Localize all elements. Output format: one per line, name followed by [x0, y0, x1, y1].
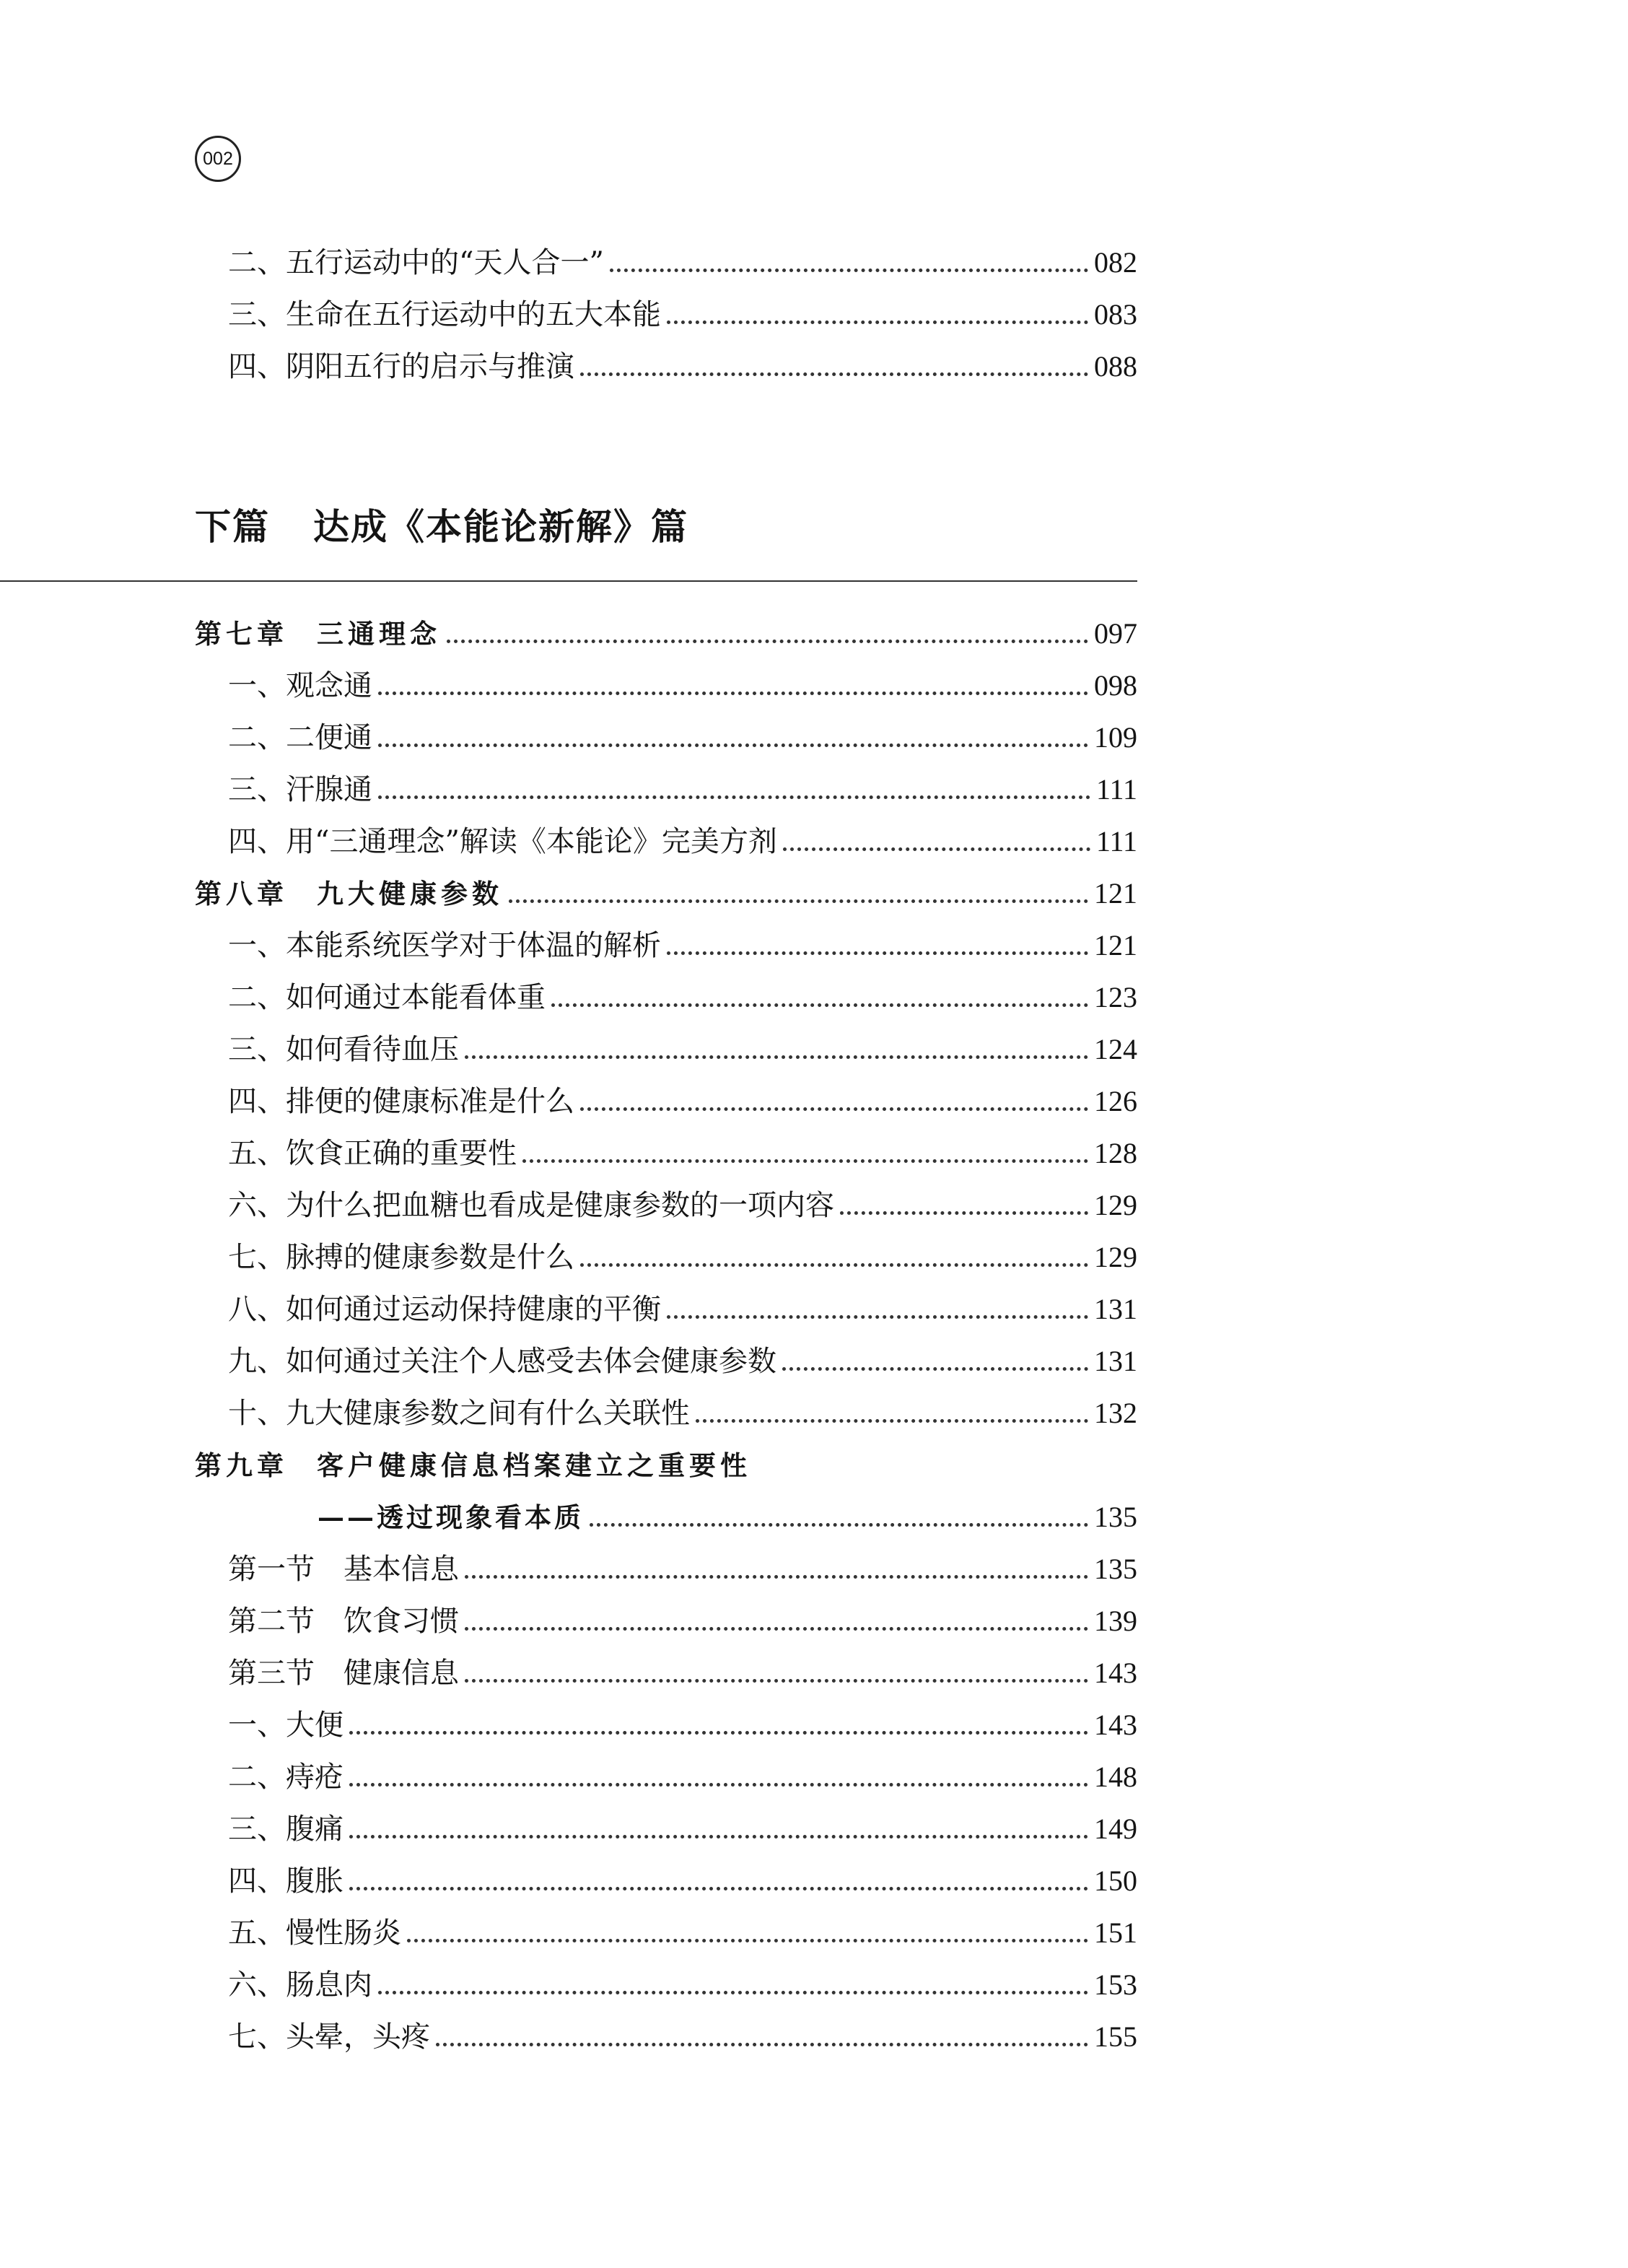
dot-leader [378, 795, 1090, 799]
toc-entry[interactable] [195, 1283, 1137, 1335]
entry-page: 135 [1094, 1553, 1137, 1585]
entry-page: 111 [1095, 825, 1137, 858]
entry-label: 一、本能系统医学对于体温的解析 [228, 929, 661, 962]
entry-label: 四、用“三通理念”解读《本能论》完美方剂 [228, 825, 777, 858]
chapter-number: 第八章 [195, 878, 288, 910]
chapter-subtitle-entry[interactable] [195, 1491, 1137, 1543]
dot-leader [667, 320, 1088, 324]
entry-label: 二、痔疮 [228, 1761, 343, 1794]
dot-leader [667, 1315, 1088, 1319]
dot-leader [509, 899, 1088, 903]
section-label [228, 1543, 459, 1595]
chapter-title: 九大健康参数 [317, 878, 503, 910]
entry-label: 六、为什么把血糖也看成是健康参数的一项内容 [228, 1189, 834, 1222]
toc-entry[interactable] [195, 2011, 1137, 2063]
entry-page: 098 [1094, 669, 1137, 702]
entry-label: 四、阴阳五行的启示与推演 [228, 350, 574, 383]
chapter-number: 第九章 [195, 1449, 288, 1481]
toc-entry[interactable] [195, 1751, 1137, 1803]
entry-label: 七、脉搏的健康参数是什么 [228, 1241, 574, 1274]
chapter-title: 客户健康信息档案建立之重要性 [317, 1449, 751, 1481]
entry-label: 十、九大健康参数之间有什么关联性 [228, 1397, 690, 1430]
chapter-label [195, 868, 503, 920]
entry-page: 131 [1094, 1293, 1137, 1325]
entry-page: 129 [1094, 1241, 1137, 1273]
entry-label: 七、头晕，头疼 [228, 2020, 430, 2054]
section-number: 第一节 [228, 1553, 315, 1586]
page-number: 002 [195, 136, 241, 182]
entry-label: 三、生命在五行运动中的五大本能 [228, 298, 661, 331]
dot-leader [783, 847, 1090, 851]
toc-top-list [195, 237, 1137, 393]
toc-entry[interactable] [195, 1128, 1137, 1179]
chapter-entry[interactable] [195, 608, 1137, 660]
dot-leader [465, 1627, 1088, 1631]
chapter-subtitle: ——透过现象看本质 [318, 1501, 584, 1533]
entry-label: 三、腹痛 [228, 1813, 343, 1846]
entry-page: 129 [1094, 1189, 1137, 1221]
entry-page: 128 [1094, 1137, 1137, 1169]
entry-label: 二、五行运动中的“天人合一” [228, 246, 604, 279]
entry-label: 五、慢性肠炎 [228, 1916, 401, 1950]
toc-entry[interactable] [195, 1179, 1137, 1231]
dot-leader [407, 1939, 1088, 1942]
chapter-title: 三通理念 [317, 618, 441, 650]
dot-leader [378, 692, 1088, 695]
entry-page: 132 [1094, 1397, 1137, 1429]
toc-entry[interactable] [195, 816, 1137, 868]
section-title: 饮食习惯 [343, 1605, 459, 1638]
toc-entry[interactable] [195, 1387, 1137, 1439]
dot-leader [610, 269, 1088, 272]
entry-page: 121 [1094, 877, 1137, 910]
dot-leader [378, 743, 1088, 747]
entry-page: 083 [1094, 298, 1137, 331]
section-title: 基本信息 [343, 1553, 459, 1586]
dot-leader [378, 1991, 1088, 1994]
dot-leader [349, 1783, 1088, 1787]
toc-entry[interactable] [195, 1803, 1137, 1855]
heading-divider [0, 580, 1137, 582]
dot-leader [465, 1679, 1088, 1683]
entry-page: 082 [1094, 246, 1137, 279]
section-number: 第三节 [228, 1657, 315, 1690]
dot-leader [580, 1107, 1088, 1111]
entry-page: 153 [1094, 1968, 1137, 2001]
dot-leader [782, 1367, 1088, 1371]
chapter-entry[interactable] [195, 1439, 1137, 1491]
entry-label: 三、汗腺通 [228, 773, 372, 806]
chapter-label [195, 1439, 751, 1491]
toc-entry[interactable] [195, 1959, 1137, 2011]
toc-main-list [195, 608, 1137, 2063]
section-entry[interactable] [195, 1647, 1137, 1699]
section-label [228, 1595, 459, 1647]
entry-page: 126 [1094, 1085, 1137, 1117]
part-title: 达成《本能论新解》篇 [313, 506, 688, 548]
chapter-label [195, 608, 441, 660]
entry-page: 139 [1094, 1605, 1137, 1637]
toc-entry[interactable] [195, 920, 1137, 972]
entry-label: 二、如何通过本能看体重 [228, 981, 546, 1014]
entry-label: 二、二便通 [228, 721, 372, 754]
part-prefix: 下篇 [195, 506, 270, 548]
toc-entry[interactable] [195, 289, 1137, 341]
entry-label: 一、观念通 [228, 669, 372, 702]
entry-label: 四、排便的健康标准是什么 [228, 1085, 574, 1118]
entry-page: 097 [1094, 617, 1137, 650]
entry-label: 六、肠息肉 [228, 1968, 372, 2002]
entry-page: 135 [1094, 1501, 1137, 1533]
dot-leader [580, 1263, 1088, 1267]
toc-entry[interactable] [195, 237, 1137, 289]
chapter-entry[interactable] [195, 868, 1137, 920]
toc-entry[interactable] [195, 764, 1137, 816]
entry-page: 151 [1094, 1916, 1137, 1949]
dot-leader [349, 1835, 1088, 1839]
entry-page: 143 [1094, 1709, 1137, 1741]
dot-leader [447, 640, 1088, 643]
dot-leader [580, 372, 1088, 376]
entry-label: 一、大便 [228, 1709, 343, 1742]
dot-leader [522, 1159, 1088, 1163]
toc-entry[interactable] [195, 1076, 1137, 1128]
entry-label: 八、如何通过运动保持健康的平衡 [228, 1293, 661, 1326]
entry-page: 109 [1094, 721, 1137, 754]
toc-entry[interactable] [195, 972, 1137, 1024]
entry-label: 四、腹胀 [228, 1864, 343, 1898]
dot-leader [465, 1575, 1088, 1579]
dot-leader [349, 1731, 1088, 1735]
section-label [228, 1647, 459, 1699]
entry-page: 088 [1094, 350, 1137, 383]
entry-page: 123 [1094, 981, 1137, 1013]
entry-page: 131 [1094, 1345, 1137, 1377]
entry-page: 148 [1094, 1761, 1137, 1793]
dot-leader [590, 1523, 1088, 1527]
section-entry[interactable] [195, 1543, 1137, 1595]
toc-entry[interactable] [195, 712, 1137, 764]
entry-label: 九、如何通过关注个人感受去体会健康参数 [228, 1345, 776, 1378]
chapter-number: 第七章 [195, 618, 288, 650]
entry-label: 五、饮食正确的重要性 [228, 1137, 517, 1170]
entry-page: 143 [1094, 1657, 1137, 1689]
dot-leader [465, 1055, 1088, 1059]
toc-entry[interactable] [195, 660, 1137, 712]
entry-page: 124 [1094, 1033, 1137, 1065]
dot-leader [667, 951, 1088, 955]
entry-page: 150 [1094, 1864, 1137, 1897]
entry-page: 155 [1094, 2020, 1137, 2053]
toc-entry[interactable] [195, 1699, 1137, 1751]
toc-entry[interactable] [195, 1335, 1137, 1387]
dot-leader [551, 1003, 1088, 1007]
entry-label: 三、如何看待血压 [228, 1033, 459, 1066]
entry-page: 111 [1095, 773, 1137, 806]
toc-entry[interactable] [195, 341, 1137, 393]
dot-leader [840, 1211, 1088, 1215]
toc-entry[interactable] [195, 1024, 1137, 1076]
entry-page: 121 [1094, 929, 1137, 961]
section-entry[interactable] [195, 1595, 1137, 1647]
dot-leader [436, 2043, 1088, 2046]
dot-leader [349, 1887, 1088, 1890]
entry-page: 149 [1094, 1813, 1137, 1845]
toc-entry[interactable] [195, 1855, 1137, 1907]
toc-entry[interactable] [195, 1907, 1137, 1959]
dot-leader [696, 1419, 1088, 1423]
section-title: 健康信息 [343, 1657, 459, 1690]
part-heading [195, 498, 688, 550]
section-number: 第二节 [228, 1605, 315, 1638]
toc-entry[interactable] [195, 1231, 1137, 1283]
